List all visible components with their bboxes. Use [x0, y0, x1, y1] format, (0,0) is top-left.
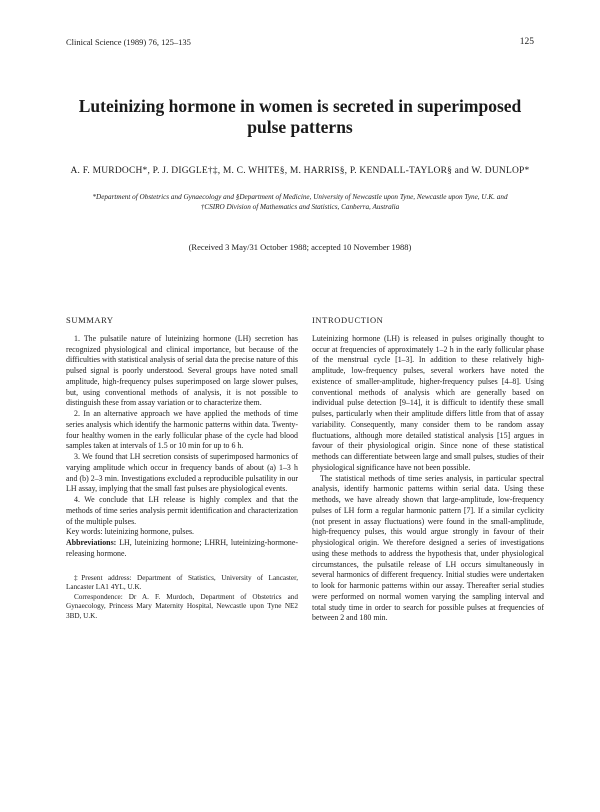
summary-paragraph: 3. We found that LH secretion consists of superimposed harmonics of varying amplitude which occur in frequency bands of about (a) 1–3 h and (b) 2–3 min. Investigations excluded a reproducible pulsatility in our LH assay, implying that the small fast pulses are physiological events. — [66, 452, 298, 494]
affiliations: *Department of Obstetrics and Gynaecology and §Department of Medicine, University of Newcastle upon Tyne, Newcastle upon Tyne, U.K. and †CSIRO Division of Mathematics and Statistics, Canberra, Australia — [92, 193, 508, 211]
summary-heading: SUMMARY — [66, 315, 114, 325]
key-words: Key words: luteinizing hormone, pulses. — [66, 527, 194, 537]
footnote: Correspondence: Dr A. F. Murdoch, Department of Obstetrics and Gynaecology, Princess Mary Maternity Hospital, Newcastle upon Tyne NE2 3BD, U.K. — [66, 592, 298, 620]
journal-citation: Clinical Science (1989) 76, 125–135 — [66, 37, 191, 47]
summary-column — [66, 315, 298, 621]
author-list: A. F. MURDOCH*, P. J. DIGGLE†‡, M. C. WHITE§, M. HARRIS§, P. KENDALL-TAYLOR§ and W. DUNLOP* — [70, 166, 530, 176]
summary-paragraph: 4. We conclude that LH release is highly complex and that the methods of time series analysis permit identification and characterization of the multiple pulses. — [66, 495, 298, 526]
introduction-paragraph: Luteinizing hormone (LH) is released in pulses originally thought to occur at frequencies of approximately 1–2 h in the early follicular phase of the menstrual cycle [1–3]. In addition to these relatively high-amplitude, low-frequency pulses, several workers have noted the existence of smaller-amplitude, higher-frequency pulses [4–8]. Using conventional methods of analysis which are generally based on individual pulse detection [9–14], it is difficult to identify these small pulses, particularly when their amplitude differs little from that of assay variability. Consequently, many consider them to be random assay fluctuations, although more detailed statistical analysis [15] argues in favour of their physiological origin. Since none of these statistical methods can differentiate between large and small pulses, studies of their physiological significance have not been possible. — [312, 333, 544, 472]
abbreviations-text: LH, luteinizing hormone; LHRH, luteinizing-hormone-releasing hormone. — [66, 538, 298, 558]
abbreviations-label: Abbreviations: — [66, 538, 117, 547]
summary-paragraph: 1. The pulsatile nature of luteinizing hormone (LH) secretion has recognized physiological and clinical importance, but because of the difficulties with statistical analysis of serial data the precise nature of this pulsed signal is poorly understood. Several groups have noted small amplitude, high-frequency pulses superimposed on large slower pulses, but, using conventional methods of analysis, it is not possible to distinguish these from assay variation or to characterize them. — [66, 333, 298, 408]
page-number: 125 — [519, 37, 534, 47]
footnote: ‡Present address: Department of Statistics, University of Lancaster, Lancaster LA1 4YL, U.K. — [66, 573, 298, 592]
footnotes — [66, 574, 298, 622]
introduction-column — [312, 315, 544, 624]
summary-paragraph: 2. In an alternative approach we have applied the methods of time series analysis which identify the harmonic patterns within data. Twenty-four healthy women in the early follicular phase of the cycle had blood samples taken at intervals of 1.5 or 10 min for up to 6 h. — [66, 409, 298, 451]
article-title: Luteinizing hormone in women is secreted in superimposed pulse patterns — [78, 96, 522, 137]
introduction-heading: INTRODUCTION — [312, 315, 384, 325]
introduction-paragraph: The statistical methods of time series analysis, in particular spectral analysis, identify harmonic patterns within serial data. Using these methods, we have already shown that large-amplitude, low-frequency pulses of LH form a regular harmonic pattern [7]. If a similar cyclicity (not present in assay fluctuations) were found in the small-amplitude, high-frequency pulses, this would argue strongly in favour of their physiological origin. We therefore designed a series of investigations using these methods to address the hypothesis that, under physiological circumstances, the pulsatile release of LH occurs simultaneously in several harmonics of different frequency. Initial studies were undertaken to look for harmonic patterns within our assay. Thereafter serial studies were performed on normal women varying the sampling interval and total study time in order to search for possible pulses at frequencies of between 2 and 180 min. — [312, 473, 544, 623]
abbreviations — [66, 538, 298, 560]
received-dates: (Received 3 May/31 October 1988; accepted 10 November 1988) — [188, 242, 412, 252]
